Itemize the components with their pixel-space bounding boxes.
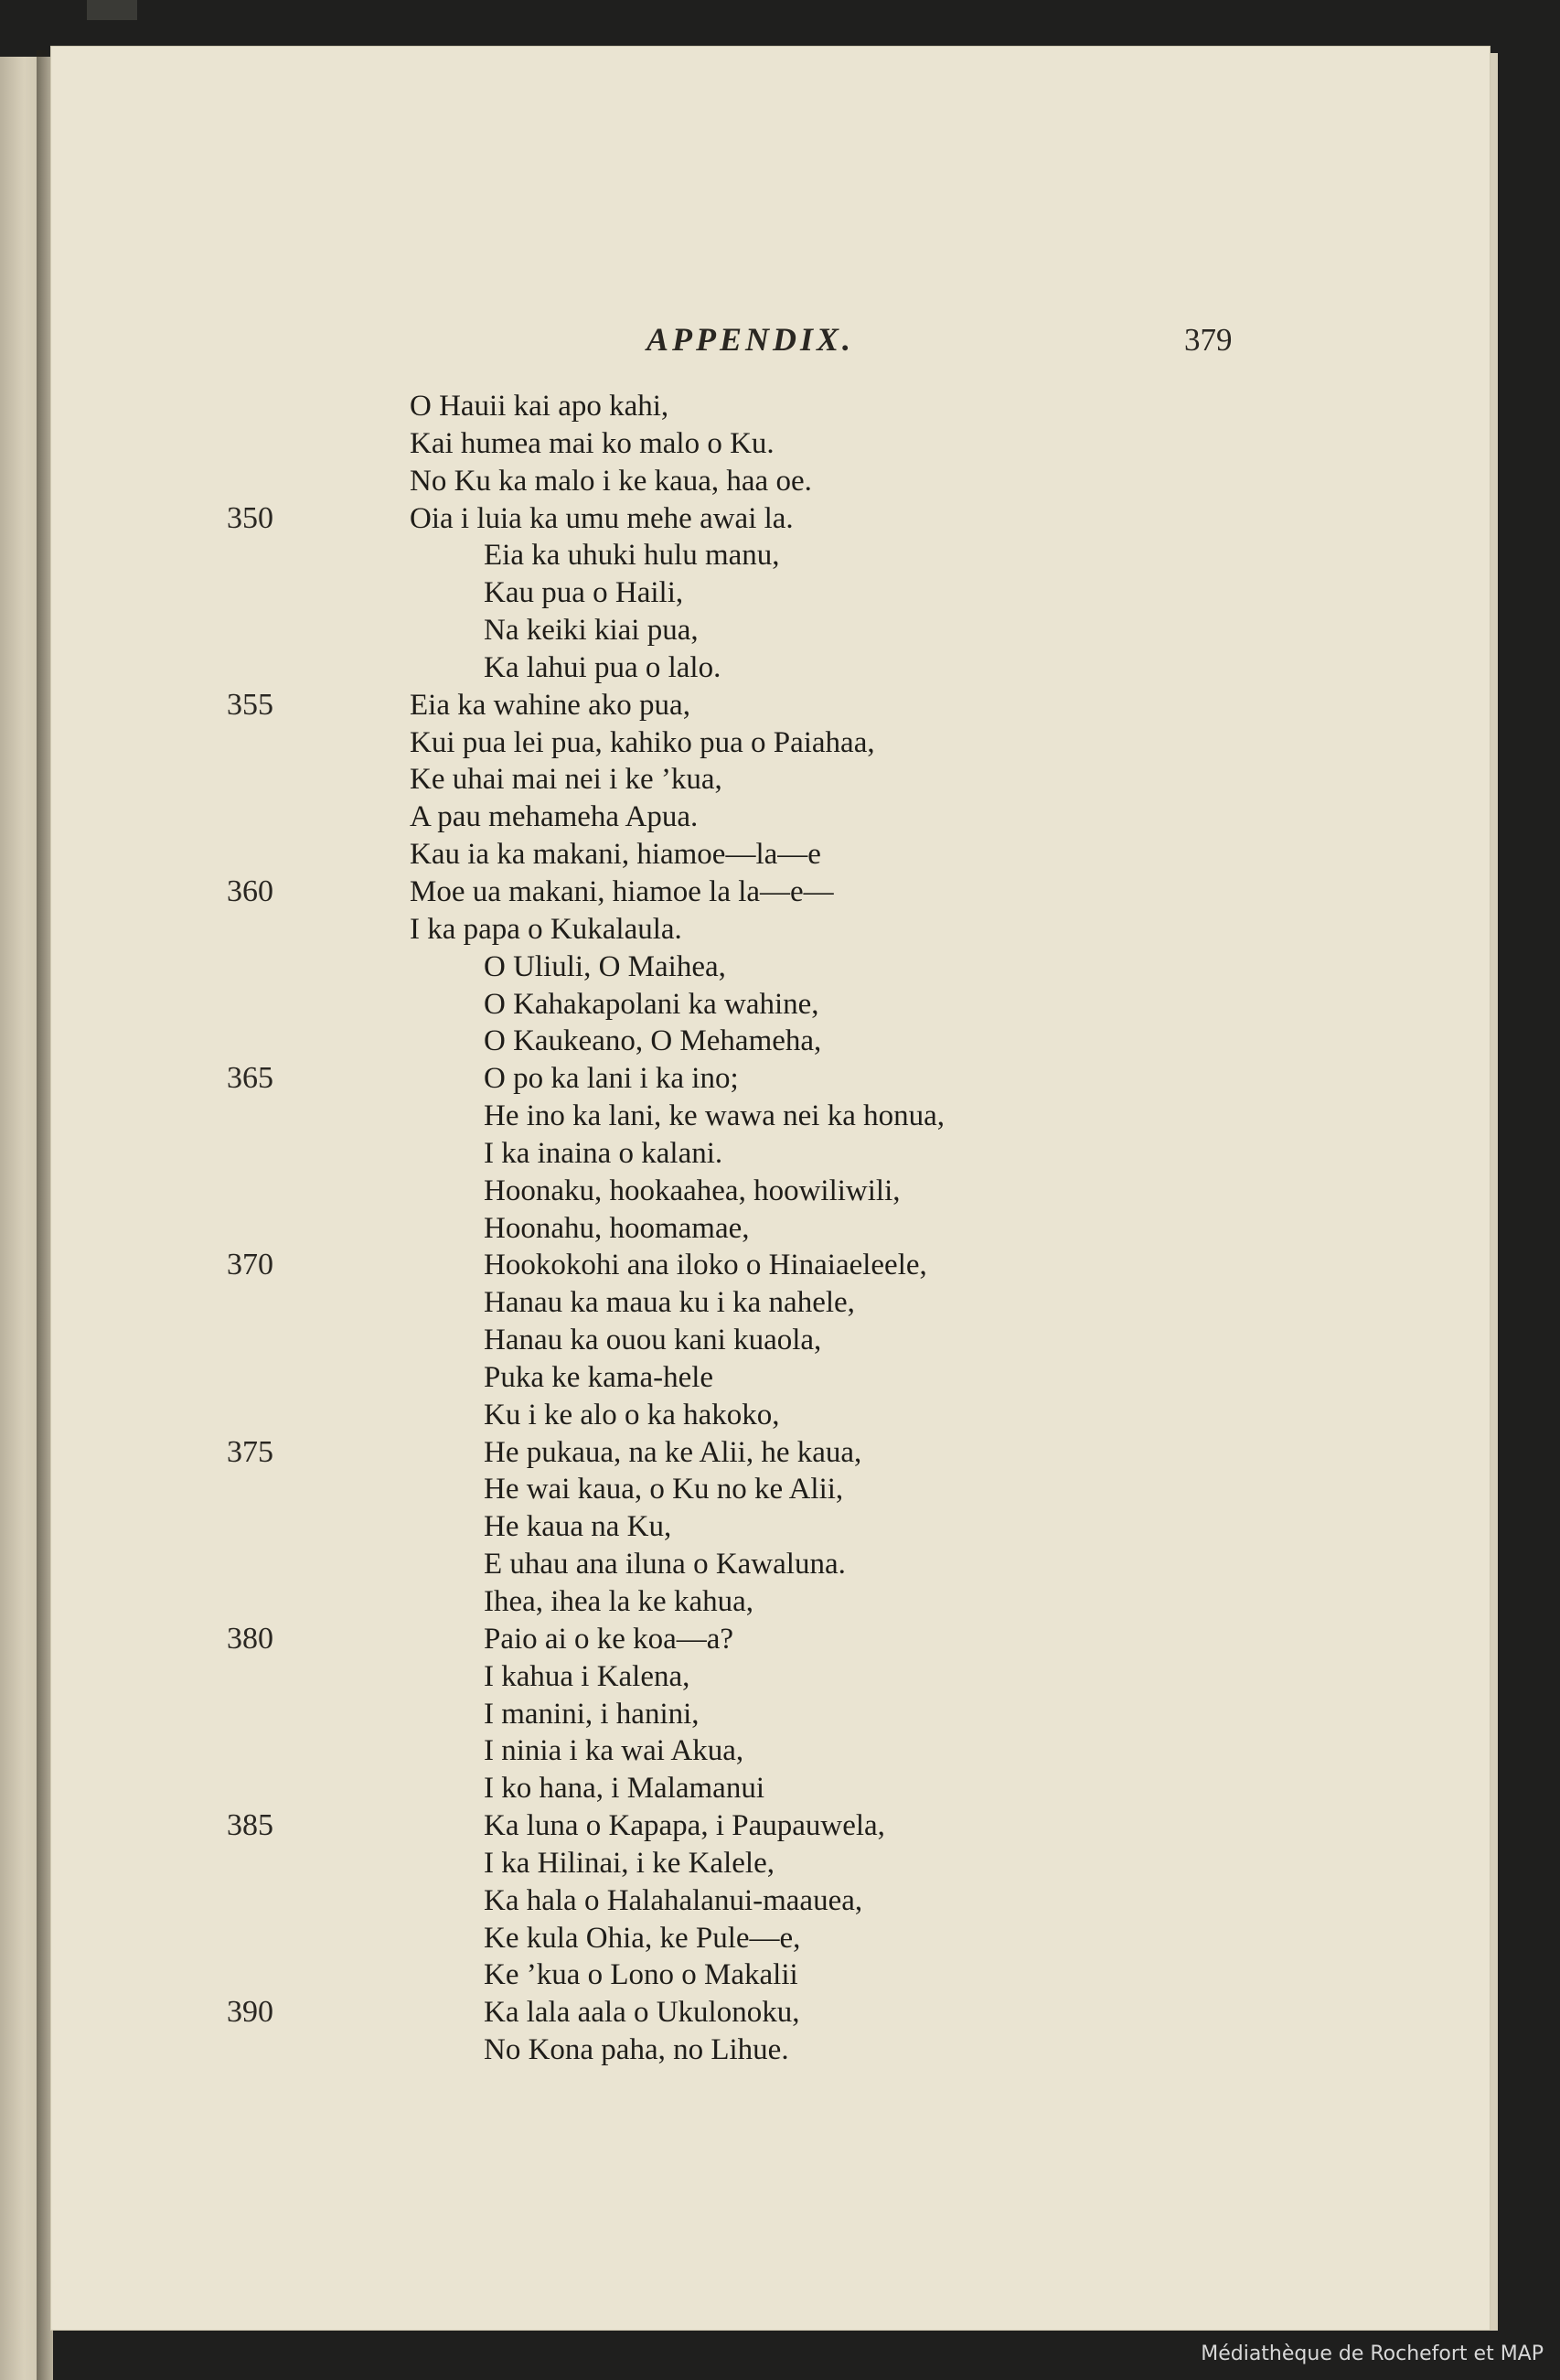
poem-line (50, 874, 1491, 911)
line-text: Ku i ke alo o ka hakoko, (484, 1398, 780, 1431)
line-text: Oia i luia ka umu mehe awai la. (410, 501, 794, 535)
poem-line (50, 1098, 1491, 1135)
library-credit: Médiathèque de Rochefort et MAP (1201, 2342, 1544, 2365)
line-text: Eia ka wahine ako pua, (410, 688, 690, 722)
line-text: Ka luna o Kapapa, i Paupauwela, (484, 1809, 885, 1843)
line-text: He ino ka lani, ke wawa nei ka honua, (484, 1099, 945, 1133)
line-text: I manini, i hanini, (484, 1697, 700, 1731)
poem-line (50, 911, 1491, 949)
poem-line (50, 1658, 1491, 1696)
line-text: Hanau ka ouou kani kuaola, (484, 1324, 822, 1357)
line-text: Hoonaku, hookaahea, hoowiliwili, (484, 1174, 901, 1207)
poem-line (50, 1696, 1491, 1733)
page-number: 379 (1184, 322, 1233, 358)
poem-line (50, 1920, 1491, 1957)
poem-line (50, 1247, 1491, 1284)
poem-line (50, 1845, 1491, 1882)
poem-line (50, 1732, 1491, 1770)
poem-line (50, 1508, 1491, 1546)
line-number: 360 (227, 874, 273, 908)
line-text: Moe ua makani, hiamoe la la—e— (410, 874, 834, 908)
line-number: 375 (227, 1434, 273, 1469)
poem-line (50, 2032, 1491, 2069)
line-text: Kau ia ka makani, hiamoe—la—e (410, 838, 821, 872)
line-text: Ka lahui pua o lalo. (484, 650, 721, 684)
poem-line (50, 687, 1491, 724)
poem-line (50, 388, 1491, 425)
poem-line (50, 1284, 1491, 1322)
poem-line (50, 1322, 1491, 1359)
line-text: Ka hala o Halahalanui-maauea, (484, 1883, 863, 1917)
line-text: O Kaukeano, O Mehameha, (484, 1024, 822, 1058)
poem-text (50, 388, 1491, 2069)
poem-line (50, 1023, 1491, 1060)
poem-line (50, 1546, 1491, 1583)
line-text: I ka Hilinai, i ke Kalele, (484, 1846, 775, 1880)
line-number: 365 (227, 1061, 273, 1096)
poem-line (50, 1359, 1491, 1397)
line-text: Kai humea mai ko malo o Ku. (410, 426, 775, 460)
line-text: Kui pua lei pua, kahiko pua o Paiahaa, (410, 725, 875, 759)
line-text: Ke uhai mai nei i ke ’kua, (410, 763, 722, 797)
line-text: I kahua i Kalena, (484, 1659, 690, 1693)
poem-line (50, 1957, 1491, 1994)
line-text: Eia ka uhuki hulu manu, (484, 539, 780, 573)
line-number: 370 (227, 1248, 273, 1282)
line-text: I ko hana, i Malamanui (484, 1772, 764, 1806)
line-text: He pukaua, na ke Alii, he kaua, (484, 1435, 862, 1469)
line-text: O po ka lani i ka ino; (484, 1062, 739, 1096)
poem-line (50, 1434, 1491, 1472)
line-text: I ka papa o Kukalaula. (410, 912, 682, 946)
line-number: 380 (227, 1621, 273, 1656)
line-text: Ihea, ihea la ke kahua, (484, 1585, 754, 1618)
poem-line (50, 537, 1491, 574)
poem-line (50, 1994, 1491, 2032)
line-text: Kau pua o Haili, (484, 576, 684, 610)
line-text: Ka lala aala o Ukulonoku, (484, 1996, 800, 2030)
poem-line (50, 761, 1491, 799)
line-text: No Ku ka malo i ke kaua, haa oe. (410, 464, 812, 498)
line-text: Puka ke kama-hele (484, 1360, 714, 1394)
running-head: APPENDIX. (646, 321, 855, 358)
line-number: 350 (227, 500, 273, 535)
poem-line (50, 1471, 1491, 1508)
line-text: E uhau ana iluna o Kawaluna. (484, 1548, 846, 1581)
poem-line (50, 724, 1491, 762)
poem-line (50, 1621, 1491, 1658)
line-text: Hanau ka maua ku i ka nahele, (484, 1286, 855, 1320)
poem-line (50, 1060, 1491, 1098)
line-text: O Kahakapolani ka wahine, (484, 987, 819, 1021)
poem-line (50, 1770, 1491, 1807)
poem-line (50, 649, 1491, 687)
line-number: 385 (227, 1808, 273, 1843)
line-text: I ninia i ka wai Akua, (484, 1734, 744, 1768)
line-text: O Hauii kai apo kahi, (410, 390, 669, 423)
poem-line (50, 799, 1491, 836)
line-text: Hoonahu, hoomamae, (484, 1211, 750, 1245)
line-number: 390 (227, 1995, 273, 2030)
line-text: Na keiki kiai pua, (484, 614, 699, 648)
poem-line (50, 463, 1491, 500)
poem-line (50, 1583, 1491, 1621)
poem-line (50, 1135, 1491, 1173)
binding-clip (87, 0, 137, 20)
line-number: 355 (227, 687, 273, 722)
line-text: I ka inaina o kalani. (484, 1136, 723, 1170)
poem-line (50, 836, 1491, 874)
poem-line (50, 949, 1491, 986)
line-text: He wai kaua, o Ku no ke Alii, (484, 1473, 844, 1506)
line-text: No Kona paha, no Lihue. (484, 2033, 789, 2067)
poem-line (50, 1397, 1491, 1434)
line-text: Ke kula Ohia, ke Pule—e, (484, 1921, 801, 1955)
poem-line (50, 500, 1491, 538)
poem-line (50, 1173, 1491, 1210)
line-text: O Uliuli, O Maihea, (484, 949, 726, 983)
poem-line (50, 1210, 1491, 1248)
poem-line (50, 1807, 1491, 1845)
poem-line (50, 1882, 1491, 1920)
line-text: Paio ai o ke koa—a? (484, 1622, 734, 1656)
book-page (50, 46, 1491, 2331)
poem-line (50, 425, 1491, 463)
poem-line (50, 986, 1491, 1024)
line-text: Ke ’kua o Lono o Makalii (484, 1958, 798, 1992)
poem-line (50, 612, 1491, 649)
right-page-edge (1491, 53, 1498, 2331)
line-text: A pau mehameha Apua. (410, 800, 699, 834)
poem-line (50, 574, 1491, 612)
line-text: He kaua na Ku, (484, 1510, 672, 1544)
line-text: Hookokohi ana iloko o Hinaiaeleele, (484, 1249, 927, 1282)
